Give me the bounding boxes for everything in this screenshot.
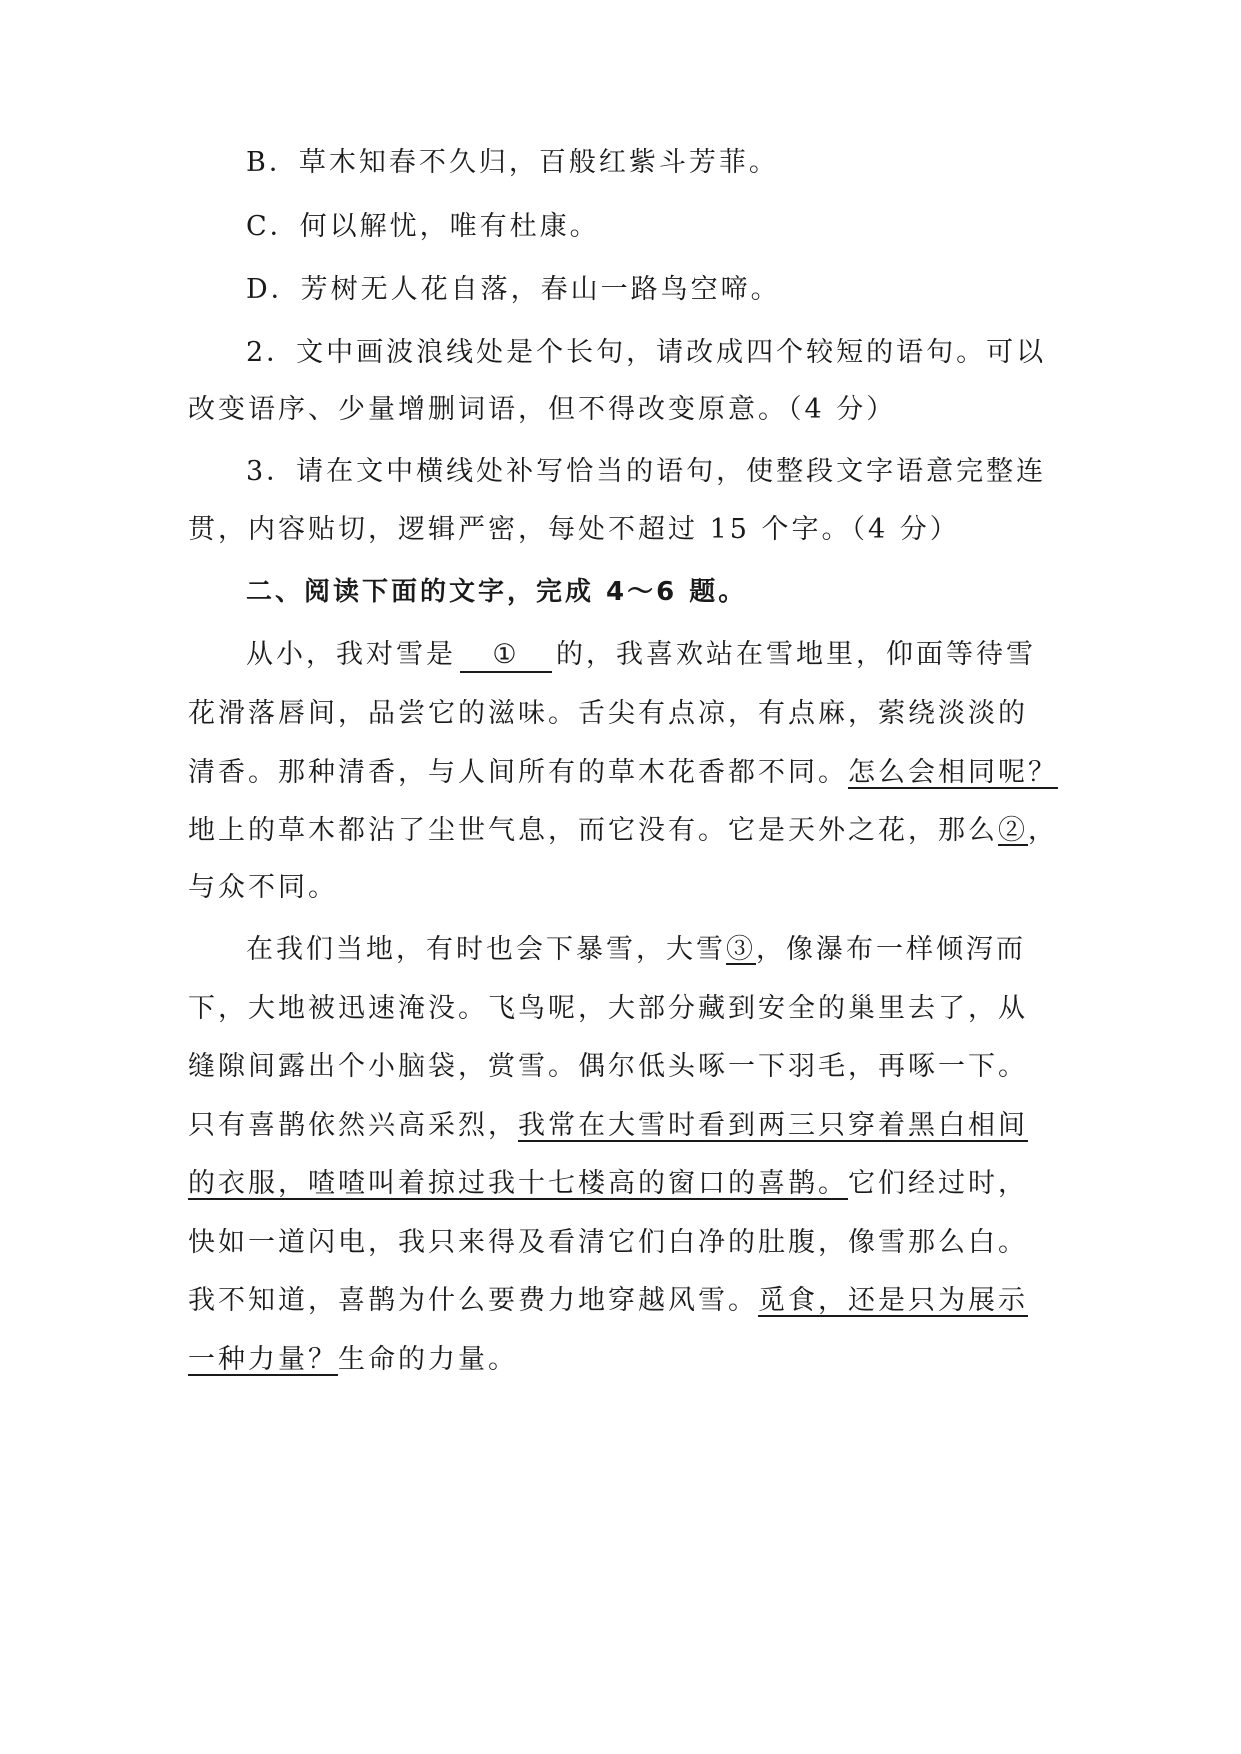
underlined-sentence: 我常在大雪时看到两三只穿着黑白相间 (518, 1110, 1028, 1141)
para1-text: 地上的草木都沾了尘世气息，而它没有。它是天外之花，那么 (188, 815, 998, 846)
para2-text: 生命的力量。 (338, 1344, 518, 1375)
para1-text: 清香。那种清香，与人间所有的草木花香都不同。 (188, 757, 848, 788)
option-c: C．何以解忧，唯有杜康。 (246, 211, 600, 242)
para1-line-3 (188, 753, 1058, 793)
underlined-sentence: 觅食，还是只为展示 (758, 1285, 1028, 1316)
para2-text: 我不知道，喜鹊为什么要费力地穿越风雪。 (188, 1285, 758, 1316)
section-2-heading: 二、阅读下面的文字，完成 4～6 题。 (246, 577, 748, 607)
question-2-line-1: 2．文中画波浪线处是个长句，请改成四个较短的语句。可以 (246, 337, 1047, 368)
para2-line-6: 快如一道闪电，我只来得及看清它们白净的肚腹，像雪那么白。 (188, 1227, 1028, 1258)
fill-blank-3: ③ (726, 934, 756, 965)
para2-line-8 (188, 1340, 518, 1380)
question-3-line-2: 贯，内容贴切，逻辑严密，每处不超过 15 个字。（4 分） (188, 514, 960, 545)
option-b: B．草木知春不久归，百般红紫斗芳菲。 (246, 147, 779, 178)
para1-text: 从小，我对雪是 (246, 639, 456, 670)
question-2-line-2: 改变语序、少量增删词语，但不得改变原意。（4 分） (188, 394, 897, 425)
fill-blank-1: ① (460, 639, 552, 673)
para2-line-7 (188, 1281, 1028, 1321)
para2-text: 它们经过时， (848, 1168, 1028, 1199)
para1-text: 的，我喜欢站在雪地里，仰面等待雪 (556, 639, 1036, 670)
para2-line-1 (246, 930, 1026, 970)
para2-line-2: 下，大地被迅速淹没。飞鸟呢，大部分藏到安全的巢里去了，从 (188, 993, 1028, 1024)
para2-text: ，像瀑布一样倾泻而 (756, 934, 1026, 965)
para1-line-2: 花滑落唇间，品尝它的滋味。舌尖有点凉，有点麻，萦绕淡淡的 (188, 698, 1028, 729)
para1-line-5: 与众不同。 (188, 872, 338, 903)
question-3-line-1: 3．请在文中横线处补写恰当的语句，使整段文字语意完整连 (246, 456, 1047, 487)
underlined-sentence: 一种力量？ (188, 1344, 338, 1375)
para2-text: 在我们当地，有时也会下暴雪，大雪 (246, 934, 726, 965)
underlined-sentence: 的衣服，喳喳叫着掠过我十七楼高的窗口的喜鹊。 (188, 1168, 848, 1199)
para1-line-4 (188, 811, 1058, 851)
para2-line-3: 缝隙间露出个小脑袋，赏雪。偶尔低头啄一下羽毛，再啄一下。 (188, 1051, 1028, 1082)
para1-line-1 (246, 635, 1036, 675)
option-d: D．芳树无人花自落，春山一路鸟空啼。 (246, 274, 781, 305)
para1-text: ， (1028, 815, 1058, 846)
para2-line-4 (188, 1106, 1028, 1146)
underlined-sentence: 怎么会相同呢？ (848, 757, 1058, 788)
fill-blank-2: ② (998, 815, 1028, 846)
para2-line-5 (188, 1164, 1028, 1204)
para2-text: 只有喜鹊依然兴高采烈， (188, 1110, 518, 1141)
